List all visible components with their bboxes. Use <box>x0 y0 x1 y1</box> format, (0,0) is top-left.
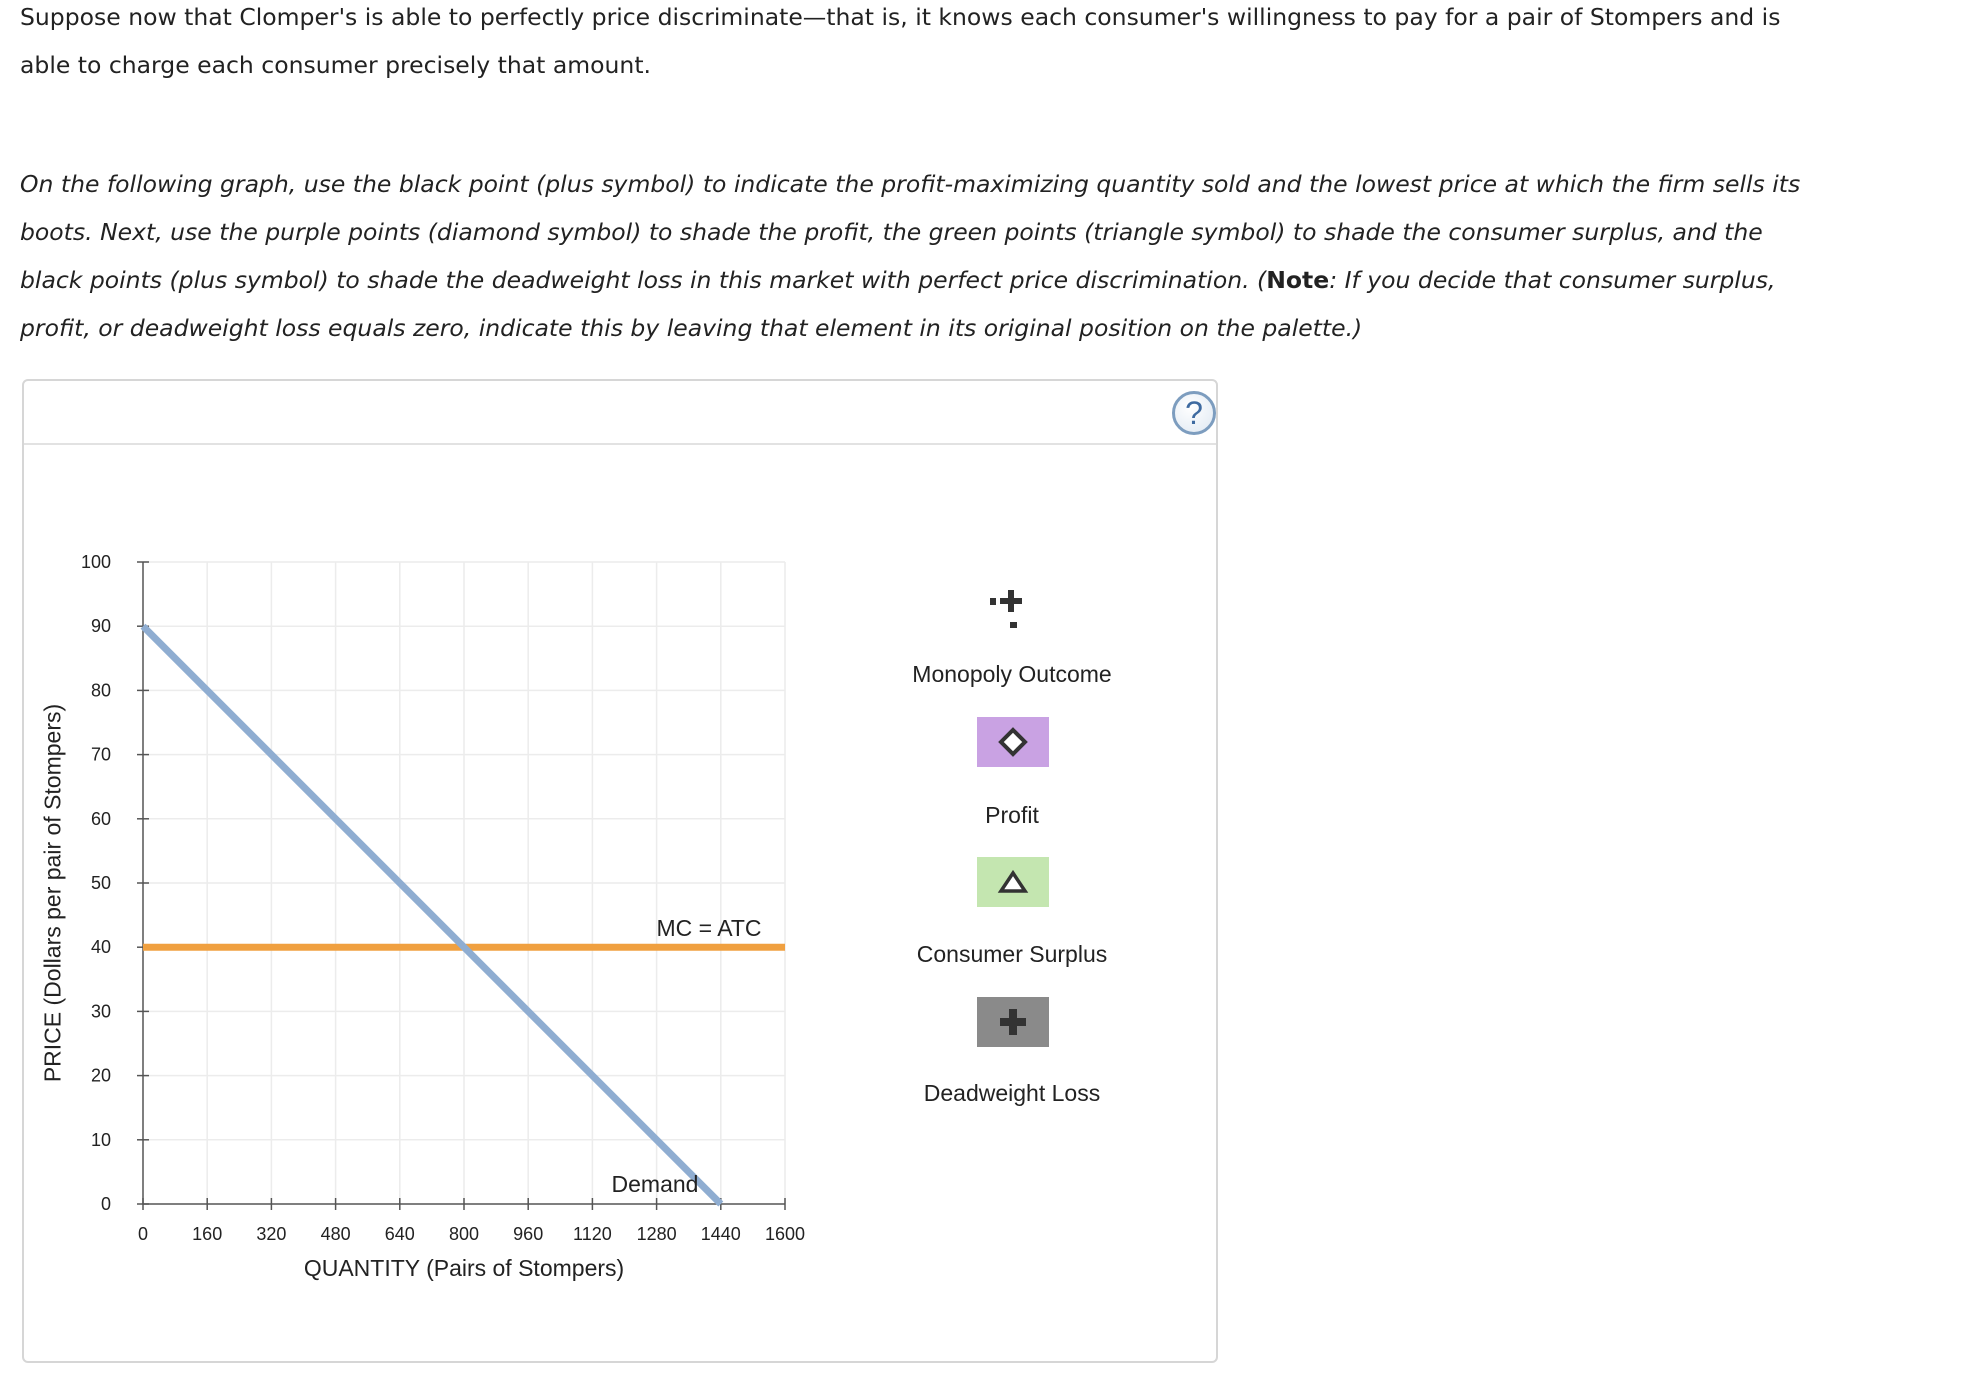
x-tick-label: 800 <box>448 1224 480 1244</box>
x-tick-label: 1600 <box>764 1224 806 1244</box>
y-tick-label: 20 <box>90 1065 111 1086</box>
x-tick-label: 640 <box>384 1224 415 1244</box>
y-tick-label: 90 <box>90 616 111 637</box>
profit-label: Profit <box>985 802 1039 828</box>
y-tick-label: 70 <box>90 744 111 765</box>
demand-line <box>143 626 721 1204</box>
note-label: Note <box>1266 266 1330 294</box>
monopoly-outcome-tool[interactable] <box>990 588 1030 632</box>
instructions-line-3-end: : If you decide that consumer surplus, <box>1329 266 1776 294</box>
y-axis-title-text: PRICE (Dollars per pair of Stompers) <box>39 703 66 1083</box>
mc-atc-label: MC = ATC <box>656 915 762 941</box>
y-tick-label: 60 <box>90 808 111 829</box>
y-tick-label: 80 <box>90 680 111 701</box>
monopoly-outcome-label: Monopoly Outcome <box>912 661 1112 687</box>
y-tick-label: 50 <box>90 873 111 893</box>
instructions-line-2: boots. Next, use the purple points (diamond symbol) to shade the profit, the green points (triangle symbol) to shade the consumer surplus, and the <box>20 218 1763 246</box>
instructions-line-3-start: black points (plus symbol) to shade the deadweight loss in this market with perfect price discrimination. ( <box>20 266 1267 294</box>
x-tick-label: 480 <box>320 1224 351 1244</box>
x-tick-label: 160 <box>192 1224 223 1244</box>
intro-line-1: Suppose now that Clomper's is able to perfectly price discriminate—that is, it knows each consumer's willingness to pay for a pair of Stompers and is <box>20 3 1781 31</box>
dot-left-icon <box>990 598 996 605</box>
diamond-icon <box>998 727 1028 757</box>
dot-bottom-icon <box>1010 622 1017 628</box>
x-tick-label: 1280 <box>636 1224 677 1244</box>
deadweight-loss-tool[interactable] <box>977 997 1049 1047</box>
intro-line-2: able to charge each consumer precisely that amount. <box>20 51 652 79</box>
y-tick-label: 30 <box>90 1001 111 1022</box>
x-tick-label: 320 <box>256 1224 287 1244</box>
y-tick-label: 0 <box>100 1194 111 1214</box>
x-tick-label: 960 <box>513 1224 544 1244</box>
y-tick-label: 10 <box>90 1129 111 1150</box>
y-tick-label: 100 <box>80 552 111 572</box>
plus-icon <box>1000 590 1022 612</box>
plus-icon <box>998 1007 1028 1037</box>
question-icon: ? <box>1185 395 1203 431</box>
x-axis-title: QUANTITY (Pairs of Stompers) <box>303 1255 625 1281</box>
x-tick-label: 0 <box>137 1224 149 1244</box>
y-tick-label: 40 <box>90 937 111 958</box>
instructions-line-4: profit, or deadweight loss equals zero, indicate this by leaving that element in its original position on the palette.) <box>20 314 1363 342</box>
profit-tool[interactable] <box>977 717 1049 767</box>
x-tick-label: 1120 <box>573 1224 612 1244</box>
consumer-surplus-tool[interactable] <box>977 857 1049 907</box>
consumer-surplus-label: Consumer Surplus <box>916 941 1108 967</box>
deadweight-loss-label: Deadweight Loss <box>923 1080 1101 1106</box>
x-tick-label: 1440 <box>700 1224 741 1244</box>
instructions-line-1: On the following graph, use the black point (plus symbol) to indicate the profit-maximizing quantity sold and the lowest price at which the firm sells its <box>20 170 1801 198</box>
demand-label: Demand <box>611 1171 699 1197</box>
triangle-icon <box>997 869 1029 895</box>
